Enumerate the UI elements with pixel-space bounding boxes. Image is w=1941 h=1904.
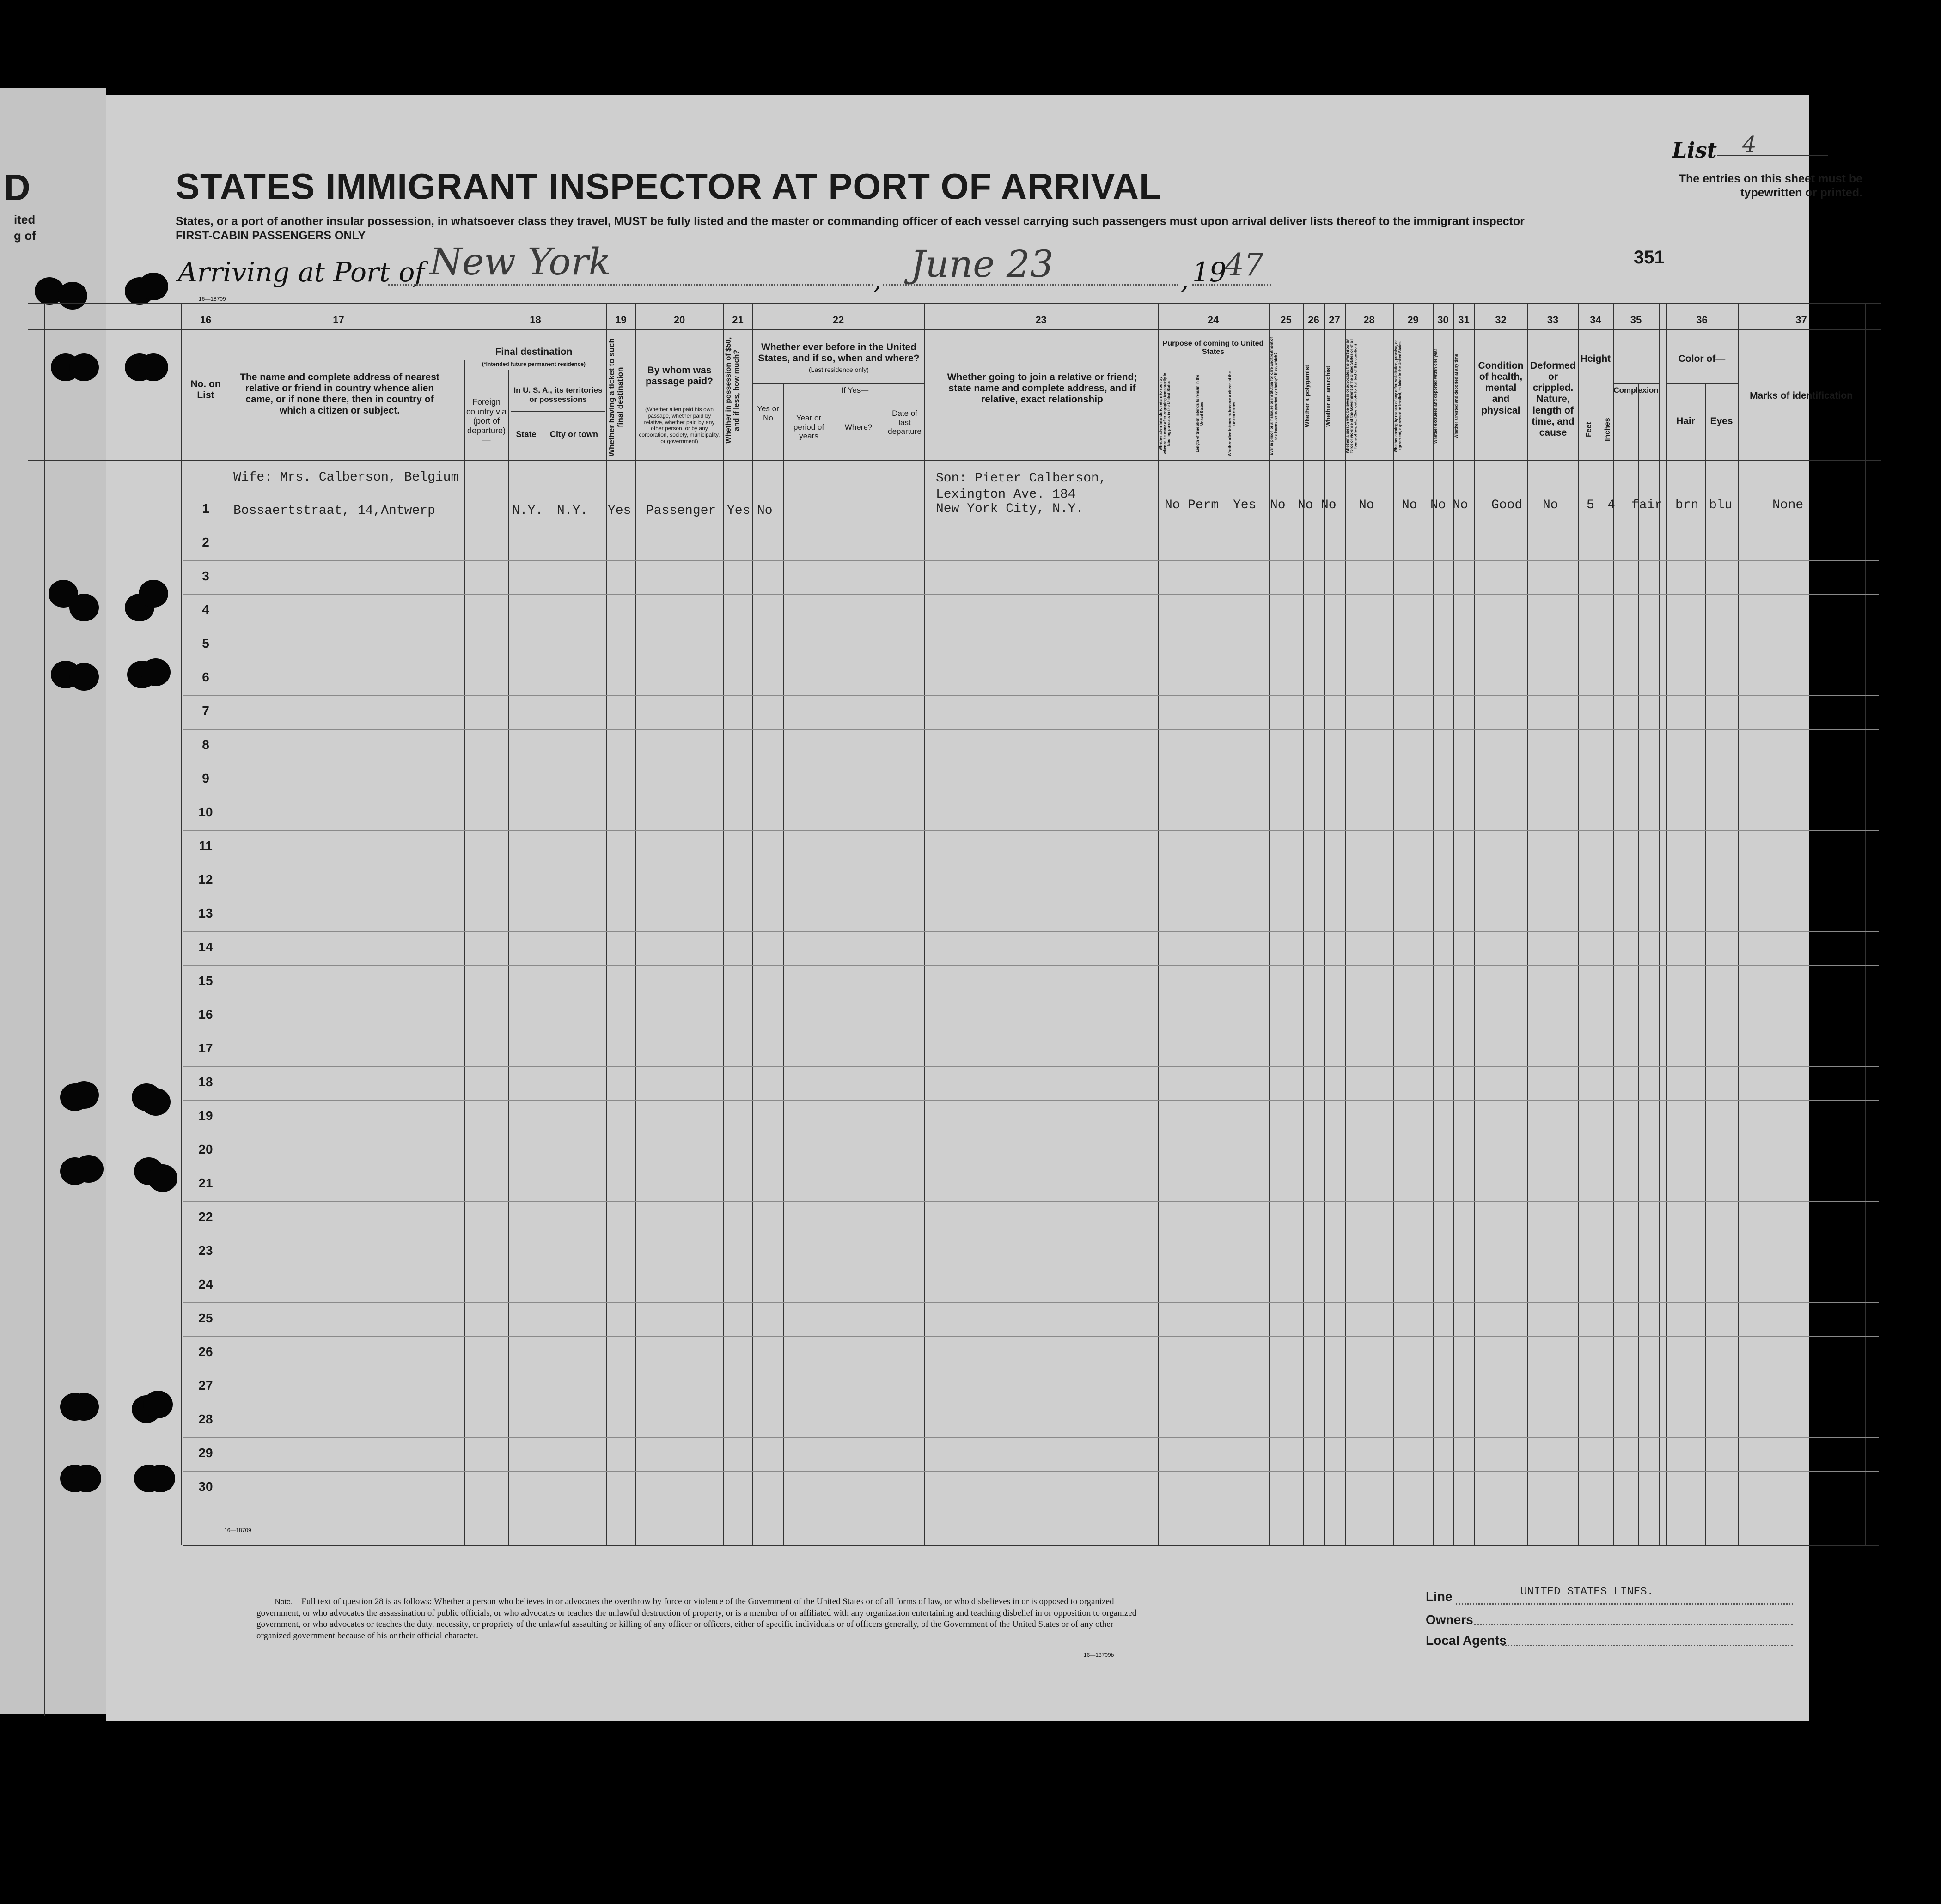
form-code-top: 16—18709 <box>199 296 226 302</box>
eyes-cell: blu <box>1709 498 1733 512</box>
arriving-label: Arriving at Port of <box>178 256 425 288</box>
relative-line-2: Bossaertstraat, 14,Antwerp <box>233 504 435 518</box>
anarchist-cell: No <box>1321 498 1337 512</box>
ticket-cell: Yes <box>608 504 631 518</box>
header-final-destination: Final destination <box>495 347 573 357</box>
port-value: New York <box>430 240 611 283</box>
polygamist-cell: No <box>1298 498 1313 512</box>
date-value: June 23 <box>910 243 1054 286</box>
join-line-2: Lexington Ave. 184 <box>936 487 1076 502</box>
owners-label: Owners <box>1426 1612 1473 1627</box>
join-line-1: Son: Pieter Calberson, <box>936 471 1107 486</box>
year-line <box>1192 284 1271 286</box>
length-stay-cell: Perm <box>1188 498 1219 512</box>
passenger-class: FIRST-CABIN PASSENGERS ONLY <box>176 229 366 242</box>
prison-cell: No <box>1270 498 1286 512</box>
complexion-cell: fair <box>1631 498 1663 512</box>
manifest-sheet <box>106 95 1809 1721</box>
note-label: Note. <box>275 1598 293 1606</box>
line-label: Line <box>1426 1589 1453 1604</box>
header-subtitle: States, or a port of another insular possession, in whatsoever class they travel, MUST be fully listed and the master or commanding officer of each vessel carrying such passengers must upon arrival deliver lists thereof to the immigrant inspector <box>176 215 1525 228</box>
inches-cell: 4 <box>1607 498 1615 512</box>
instructions: The entries on this sheet must be typewritten or printed. <box>1679 172 1862 199</box>
list-value: 4 <box>1742 132 1757 158</box>
relative-line-1: Wife: Mrs. Calberson, Belgium <box>233 470 459 485</box>
year-prefix: 19 <box>1192 256 1227 288</box>
join-line-3: New York City, N.Y. <box>936 502 1084 516</box>
q31-cell: No <box>1453 498 1468 512</box>
header-no-on-list: No. on List <box>190 379 221 401</box>
marks-cell: None <box>1772 498 1804 512</box>
list-label: List <box>1672 138 1717 163</box>
note-code: 16—18709b <box>1084 1652 1114 1658</box>
return-intent-cell: No <box>1165 498 1180 512</box>
state-cell: N.Y. <box>512 504 543 518</box>
passage-paid-cell: Passenger <box>646 504 716 518</box>
health-cell: Good <box>1491 498 1523 512</box>
page-number: 351 <box>1634 247 1665 268</box>
list-underline <box>1717 155 1828 156</box>
citizen-cell: Yes <box>1233 498 1257 512</box>
fifty-dollars-cell: Yes <box>727 504 751 518</box>
line-value: UNITED STATES LINES. <box>1520 1586 1654 1598</box>
line-underline <box>1456 1603 1793 1605</box>
owners-underline <box>1474 1624 1793 1625</box>
q29-cell: No <box>1402 498 1417 512</box>
hair-cell: brn <box>1675 498 1699 512</box>
port-line <box>388 284 873 286</box>
form-code-bottom: 16—18709 <box>224 1527 251 1533</box>
edge-fragment-3: g of <box>14 229 36 243</box>
header-relative: The name and complete address of nearest relative or friend in country whence alien came, or if none there, then in country of which a citizen or subject. <box>240 372 439 416</box>
year-value: 47 <box>1225 247 1263 283</box>
feet-cell: 5 <box>1587 498 1594 512</box>
before-in-us-cell: No <box>757 504 773 518</box>
q30-cell: No <box>1430 498 1446 512</box>
q28-cell: No <box>1359 498 1374 512</box>
deformed-cell: No <box>1543 498 1558 512</box>
footnote <box>256 1596 1146 1642</box>
agents-label: Local Agents <box>1426 1633 1507 1648</box>
page-title: STATES IMMIGRANT INSPECTOR AT PORT OF ARRIVAL <box>176 166 1162 207</box>
edge-fragment-2: ited <box>14 213 36 226</box>
agents-underline <box>1502 1645 1793 1646</box>
note-text: —Full text of question 28 is as follows: Whether a person who believes in or advocates the overthrow by force or violence of the Government of the United States or of all forms of law, or who disbelieves in or is opposed to organized government, or who advocates the assassination of public officials, or who advocates or teaches the unlawful destruction of property, or is a member of or affiliated with any organization entertaining and teaching disbelief in or opposition to organized government, or who advocates or teaches the duty, necessity, or propriety of the unlawful assaulting or killing of any officer or officers, either of specific individuals or of officers generally, of the Government of the United States or of any other organized government because of his or their official character. <box>256 1597 1137 1641</box>
city-cell: N.Y. <box>557 504 588 518</box>
edge-fragment: D <box>4 167 31 208</box>
